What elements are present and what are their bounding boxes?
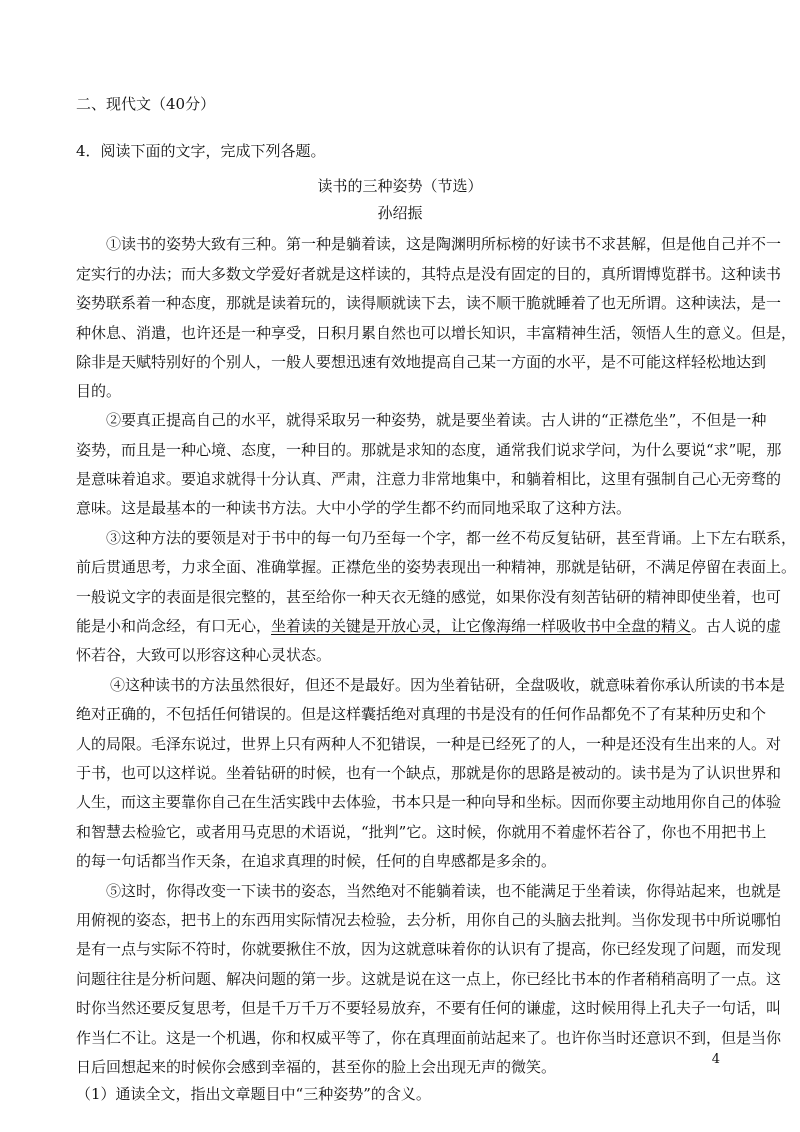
paragraph-4-line: 的每一句话都当作天条，在追求真理的时候，任何的自卑感都是多余的。 (76, 852, 557, 870)
paragraph-1-line: 除非是天赋特别好的个别人，一般人要想迅速有效地提高自己某一方面的水平，是不可能这样轻松地达到 (76, 353, 767, 371)
paragraph-5-line: 问题往往是分析问题、解决问题的第一步。这就是说在这一点上，你已经比书本的作者稍稍高明了一点。这 (76, 970, 782, 988)
paragraph-4-line: 人生，而这主要靠你自己在生活实践中去体验，书本只是一种向导和坐标。因而你要主动地用你自己的体验 (76, 793, 782, 811)
page-number: 4 (711, 1052, 720, 1067)
paragraph-4-line: 人的局限。毛泽东说过，世界上只有两种人不犯错误，一种是已经死了的人，一种是还没有生出来的人。对 (76, 735, 782, 753)
paragraph-5-line: 日后回想起来的时候你会感到幸福的，甚至你的脸上会出现无声的微笑。 (76, 1058, 557, 1076)
paragraph-3-line: 一般说文字的表面是很完整的，甚至给你一种天衣无缝的感觉，如果你没有刻苦钻研的精神即使坐着，也可 (76, 588, 782, 606)
paragraph-1-line: 姿势联系着一种态度，那就是读着玩的，读得顺就读下去，读不顺干脆就睡着了也无所谓。这种读法，是一 (76, 294, 782, 312)
paragraph-1-line: 目的。 (76, 382, 122, 400)
paragraph-2-line: ②要真正提高自己的水平，就得采取另一种姿势，就是要坐着读。古人讲的“正襟危坐”，不但是一种 (106, 411, 767, 429)
paragraph-1-line: ①读书的姿势大致有三种。第一种是躺着读，这是陶渊明所标榜的好读书不求甚解，但是他自己并不一 (106, 235, 782, 253)
paragraph-1-line: 定实行的办法；而大多数文学爱好者就是这样读的，其特点是没有固定的目的，真所谓博览群书。这种读书 (76, 265, 782, 283)
paragraph-5-line: 是有一点与实际不符时，你就要揪住不放，因为这就意味着你的认识有了提高，你已经发现了问题，而发现 (76, 940, 782, 958)
paragraph-2-line: 姿势，而且是一种心境、态度，一种目的。那就是求知的态度，通常我们说求学问，为什么要说“求”呢，那 (76, 441, 782, 459)
paragraph-5-line: 作当仁不让。这是一个机遇，你和权威平等了，你在真理面前站起来了。也许你当时还意识不到，但是当你 (76, 1029, 782, 1047)
paragraph-3-line: ③这种方法的要领是对于书中的每一句乃至每一个字，都一丝不苟反复钻研，甚至背诵。上下左右联系， (106, 529, 797, 547)
paragraph-3-text: 。古人说的虚 (691, 617, 782, 635)
underlined-sentence: 坐着读的关键是开放心灵，让它像海绵一样吸收书中全盘的精义 (271, 617, 692, 635)
article-author: 孙绍振 (377, 204, 423, 222)
paragraph-3-line: 前后贯通思考，力求全面、准确掌握。正襟危坐的姿势表现出一种精神，那就是钻研，不满足停留在表面上。 (76, 558, 797, 576)
paragraph-4-line: 和智慧去检验它，或者用马克思的术语说，“批判”它。这时候，你就用不着虚怀若谷了，你也不用把书上 (76, 823, 767, 841)
article-title: 读书的三种姿势（节选） (317, 177, 483, 195)
paragraph-5-line: ⑤这时，你得改变一下读书的姿态，当然绝对不能躺着读，也不能满足于坐着读，你得站起来，也就是 (106, 882, 782, 900)
paragraph-3-line-with-underline (76, 616, 781, 636)
paragraph-5-line: 时你当然还要反复思考，但是千万千万不要轻易放弃，不要有任何的谦虚，这时候用得上孔夫子一句话，叫 (76, 999, 782, 1017)
paragraph-3-line: 怀若谷，大致可以形容这种心灵状态。 (76, 646, 332, 664)
paragraph-4-line: ④这种读书的方法虽然很好，但还不是最好。因为坐着钻研，全盘吸收，就意味着你承认所读的书本是 (110, 676, 786, 694)
question-1: （1）通读全文，指出文章题目中“三种姿势”的含义。 (76, 1085, 431, 1103)
paragraph-5-line: 用俯视的姿态，把书上的东西用实际情况去检验，去分析，用你自己的头脑去批判。当你发现书中所说哪怕 (76, 911, 782, 929)
paragraph-4-line: 绝对正确的，不包括任何错误的。但是这样囊括绝对真理的书是没有的任何作品都免不了有某种历史和个 (76, 705, 767, 723)
paragraph-2-line: 是意味着追求。要追求就得十分认真、严肃，注意力非常地集中，和躺着相比，这里有强制自己心无旁骛的 (76, 470, 782, 488)
paragraph-1-line: 种休息、消遣，也许还是一种享受，日积月累自然也可以增长知识，丰富精神生活，领悟人生的意义。但是， (76, 324, 797, 342)
paragraph-2-line: 意味。这是最基本的一种读书方法。大中小学的学生都不约而同地采取了这种方法。 (76, 499, 632, 517)
paragraph-4-line: 于书，也可以这样说。坐着钻研的时候，也有一个缺点，那就是你的思路是被动的。读书是为了认识世界和 (76, 764, 782, 782)
paragraph-3-text: 能是小和尚念经，有口无心， (76, 617, 272, 635)
section-heading: 二、现代文（40分） (76, 95, 216, 113)
question-intro: 4．阅读下面的文字，完成下列各题。 (76, 142, 326, 160)
